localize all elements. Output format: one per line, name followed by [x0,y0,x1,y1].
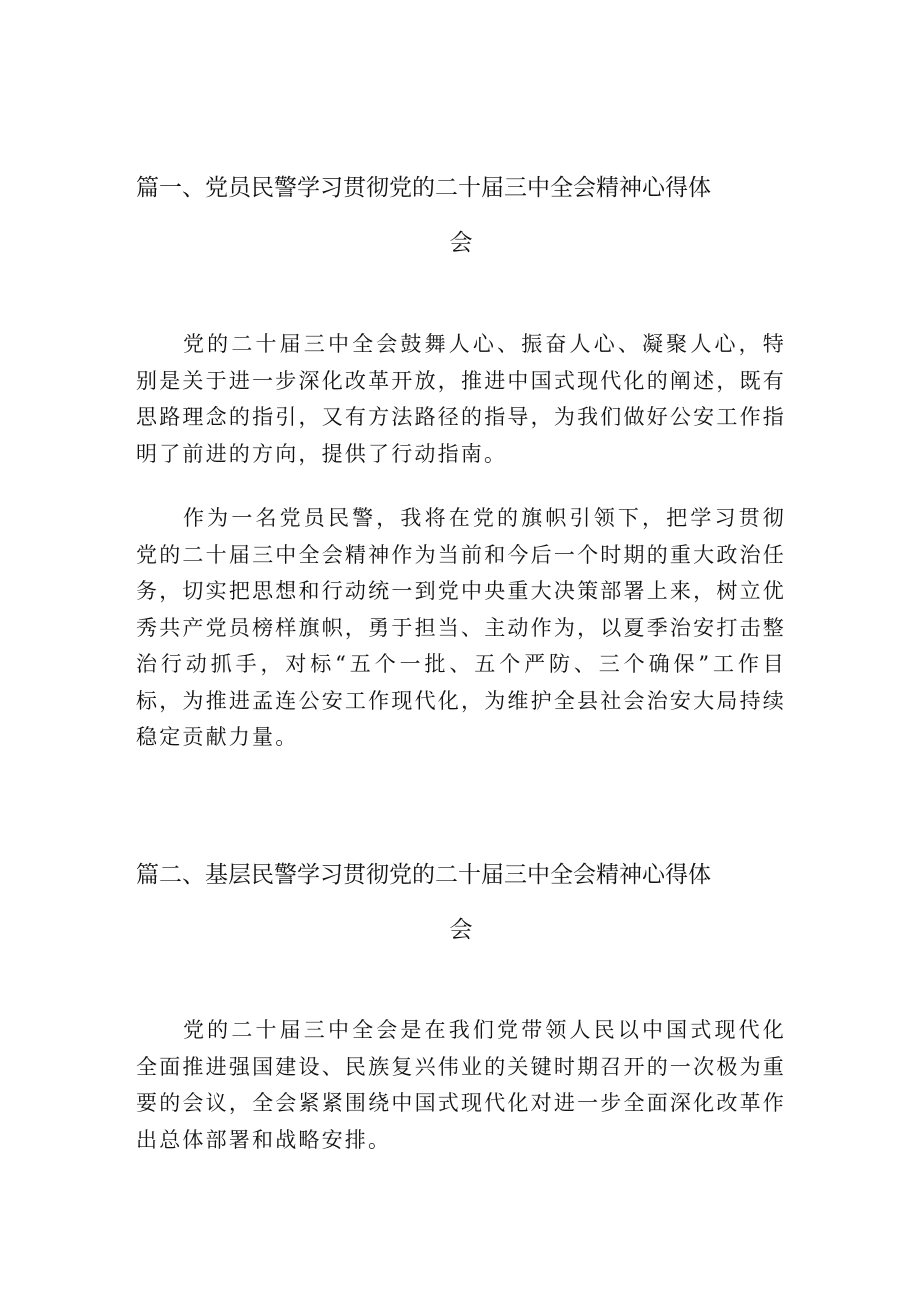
section-2-heading-line2: 会 [449,917,473,943]
section-1-heading [136,173,786,256]
section-1-paragraph-2: 作为一名党员民警，我将在党的旗帜引领下，把学习贯彻党的二十届三中全会精神作为当前和今后一个时期的重大政治任务，切实把思想和行动统一到党中央重大决策部署上来，树立优秀共产党员榜样旗帜，勇于担当、主动作为，以夏季治安打击整治行动抓手，对标“五个一批、五个严防、三个确保”工作目标，为推进孟连公安工作现代化，为维护全县社会治安大局持续稳定贡献力量。 [136,506,786,749]
section-2-paragraph-1: 党的二十届三中全会是在我们党带领人民以中国式现代化全面推进强国建设、民族复兴伟业的关键时期召开的一次极为重要的会议，全会紧紧围绕中国式现代化对进一步全面深化改革作出总体部署和战略安排。 [136,1018,786,1152]
section-1-heading-line1: 篇一、党员民警学习贯彻党的二十届三中全会精神心得体 [136,175,711,201]
section-1-heading-line2: 会 [449,230,473,256]
section-2-heading-line1: 篇二、基层民警学习贯彻党的二十届三中全会精神心得体 [136,862,711,888]
section-1-paragraph-1: 党的二十届三中全会鼓舞人心、振奋人心、凝聚人心，特别是关于进一步深化改革开放，推进中国式现代化的阐述，既有思路理念的指引，又有方法路径的指导，为我们做好公安工作指明了前进的方向，提供了行动指南。 [136,332,786,466]
section-2-heading [136,860,786,943]
